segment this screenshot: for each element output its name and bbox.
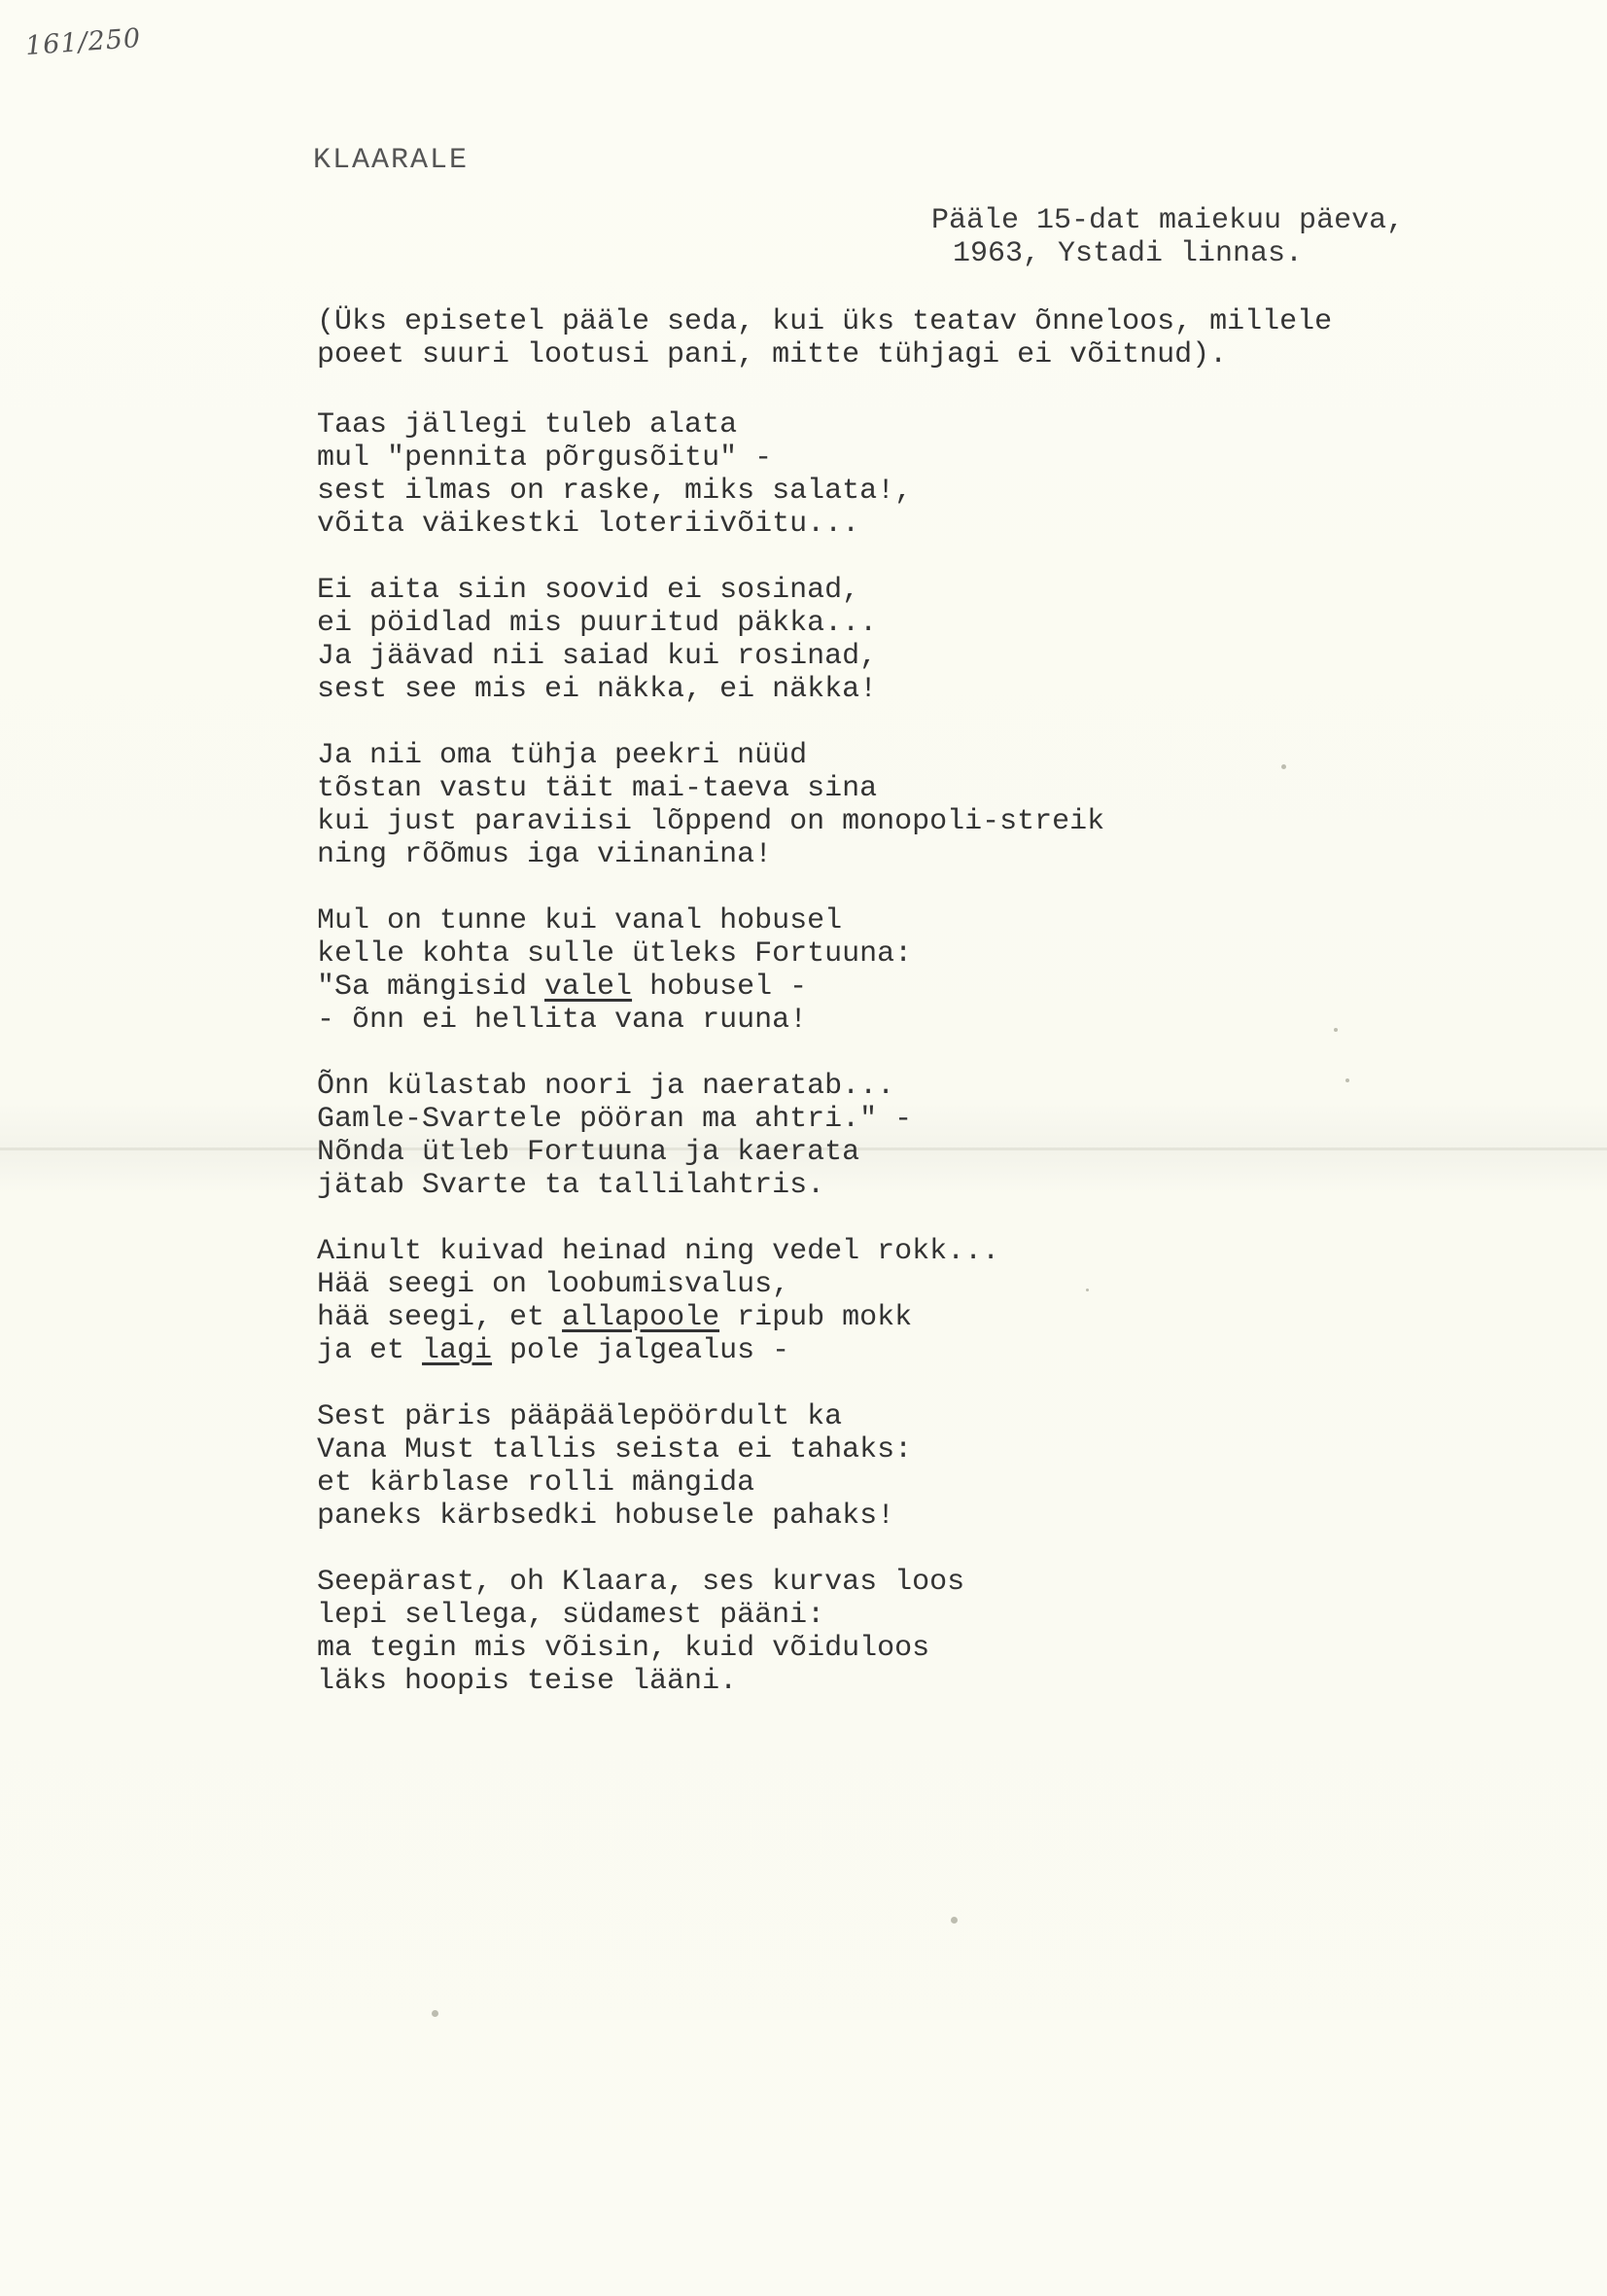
paper-speck (1086, 1289, 1089, 1291)
poem-line: sest ilmas on raske, miks salata!, (317, 475, 913, 508)
paper-speck (951, 1917, 958, 1924)
paper-speck (1281, 764, 1286, 769)
poem-line: hää seegi, et allapoole ripub mokk (317, 1301, 913, 1334)
poem-line: Vana Must tallis seista ei tahaks: (317, 1433, 913, 1466)
poem-line: mul "pennita põrgusõitu" - (317, 442, 773, 475)
stanza (317, 1566, 1104, 1698)
poem-line: tõstan vastu täit mai-taeva sina (317, 772, 878, 805)
poem-title: KLAARALE (313, 144, 470, 177)
poem-body (317, 408, 1104, 1731)
poem-line: Seepärast, oh Klaara, ses kurvas loos (317, 1566, 965, 1599)
stanza (317, 1235, 1104, 1367)
poem-line: kelle kohta sulle ütleks Fortuuna: (317, 937, 913, 971)
intro-line: (Üks episetel pääle seda, kui üks teatav õnneloos, millele (317, 305, 1333, 338)
poem-line: Ja nii oma tühja peekri nüüd (317, 739, 808, 772)
poem-line: Gamle-Svartele pööran ma ahtri." - (317, 1103, 913, 1136)
stanza (317, 1070, 1104, 1202)
poem-line: jätab Svarte ta tallilahtris. (317, 1169, 825, 1202)
dateline-line: 1963, Ystadi linnas. (953, 237, 1304, 270)
poem-line: "Sa mängisid valel hobusel - (317, 971, 808, 1004)
underlined-word: lagi (422, 1334, 493, 1367)
stanza (317, 904, 1104, 1037)
intro-note (317, 305, 1332, 371)
poem-line: sest see mis ei näkka, ei näkka! (317, 673, 878, 706)
poem-line: võita väikestki loteriivõitu... (317, 508, 860, 541)
poem-line: läks hoopis teise lääni. (317, 1665, 738, 1698)
paper-speck (1334, 1028, 1338, 1032)
stanza (317, 574, 1104, 706)
underlined-word: allapoole (562, 1301, 720, 1334)
paper-speck (432, 2010, 438, 2017)
paper-speck (1345, 1078, 1349, 1082)
poem-line: Sest päris pääpäälepöördult ka (317, 1400, 843, 1433)
poem-line: ning rõõmus iga viinanina! (317, 838, 773, 871)
archive-number: 161/250 (24, 22, 143, 62)
poem-line: ei pöidlad mis puuritud päkka... (317, 607, 878, 640)
dateline-line: Pääle 15-dat maiekuu päeva, (931, 204, 1405, 237)
poem-line: Õnn külastab noori ja naeratab... (317, 1070, 895, 1103)
stanza (317, 408, 1104, 541)
dateline (931, 204, 1404, 270)
intro-line: poeet suuri lootusi pani, mitte tühjagi ei võitnud). (317, 338, 1228, 371)
stanza (317, 739, 1104, 871)
underlined-word: valel (544, 971, 633, 1004)
poem-line: Mul on tunne kui vanal hobusel (317, 904, 843, 937)
poem-line: paneks kärbsedki hobusele pahaks! (317, 1500, 895, 1533)
poem-line: Ainult kuivad heinad ning vedel rokk... (317, 1235, 1000, 1268)
poem-line: lepi sellega, südamest pääni: (317, 1599, 825, 1632)
poem-line: ma tegin mis võisin, kuid võiduloos (317, 1632, 930, 1665)
poem-line: kui just paraviisi lõppend on monopoli-streik (317, 805, 1105, 838)
stanza (317, 1400, 1104, 1533)
poem-line: - õnn ei hellita vana ruuna! (317, 1004, 808, 1037)
poem-line: Hää seegi on loobumisvalus, (317, 1268, 790, 1301)
poem-line: et kärblase rolli mängida (317, 1466, 755, 1500)
poem-line: Ei aita siin soovid ei sosinad, (317, 574, 860, 607)
poem-line: ja et lagi pole jalgealus - (317, 1334, 790, 1367)
poem-line: Nõnda ütleb Fortuuna ja kaerata (317, 1136, 860, 1169)
poem-line: Taas jällegi tuleb alata (317, 408, 738, 442)
poem-line: Ja jäävad nii saiad kui rosinad, (317, 640, 878, 673)
